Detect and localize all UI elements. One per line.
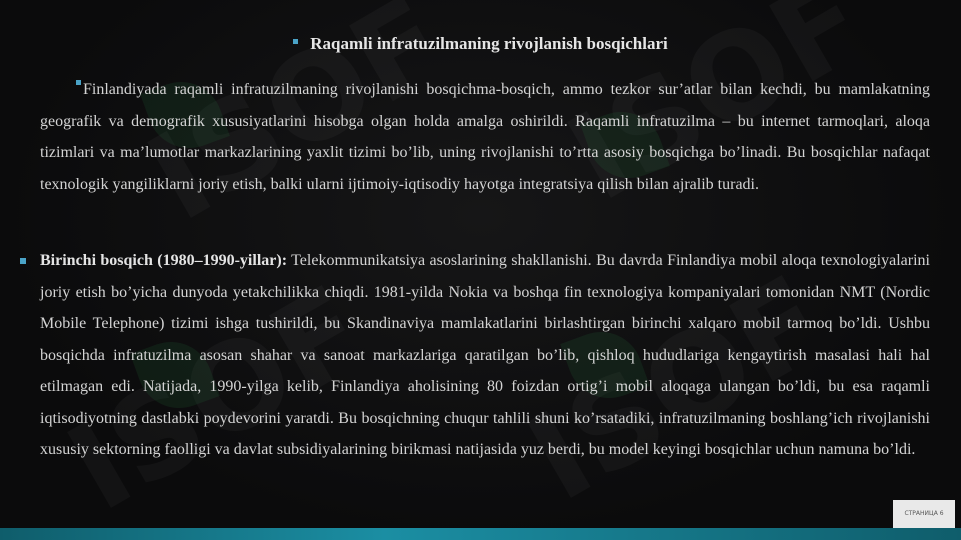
intro-paragraph [40, 74, 930, 200]
stage1-bullet-icon [20, 258, 26, 264]
stage1-text: Telekommunikatsiya asoslarining shakllanishi. Bu davrda Finlandiya mobil aloqa texnologiyalarini joriy etish bo’yicha dunyoda yetakchilikka chiqdi. 1981-yilda Nokia va boshqa fin texnologiya kompaniyalari tomonidan NMT (Nordic Mobile Telephone) tizimi ishga tushirildi, bu Skandinaviya mamlakatlarini birlashtirgan birinchi xalqaro mobil tarmoq bo’ldi. Ushbu bosqichda infratuzilma asosan shahar va sanoat markazlariga qaratilgan bo’lib, qishloq hududlariga kengaytirish masalasi hali hal etilmagan edi. Natijada, 1990-yilga kelib, Finlandiya aholisining 80 foizdan ortig’i mobil aloqaga ulangan bo’ldi, bu esa raqamli iqtisodiyotning dastlabki poydevorini yaratdi. Bu bosqichning chuqur tahlili shuni ko’rsatadiki, infratuzilmaning boshlang’ich rivojlanishi xususiy sektorning faolligi va davlat subsidiyalarining birikmasi natijasida yuz berdi, bu model keyingi bosqichlar uchun namuna bo’ldi. [40, 252, 930, 458]
stage1-paragraph [40, 245, 930, 466]
footer-bar [0, 528, 961, 540]
intro-text: Finlandiyada raqamli infratuzilmaning rivojlanishi bosqichma-bosqich, ammo tezkor sur’atlar bilan kechdi, bu mamlakatning geografik va demografik xususiyatlarini hisobga olgan holda amalga oshirildi. Raqamli infratuzilma – bu internet tarmoqlari, aloqa tizimlari va ma’lumotlar markazlarining yaxlit tizimi bo’lib, uning rivojlanishi to’rtta asosiy bosqichga bo’linadi. Bu bosqichlar nafaqat texnologik yangiliklarni joriy etish, balki ularni ijtimoiy-iqtisodiy hayotga integratsiya qilish bilan ajralib turadi. [40, 81, 930, 193]
title-bullet-icon [293, 39, 298, 44]
slide-title: Raqamli infratuzilmaning rivojlanish bosqichlari [310, 34, 668, 53]
page-number: СТРАНИЦА 6 [904, 510, 944, 517]
stage1-heading: Birinchi bosqich (1980–1990-yillar): [40, 252, 288, 269]
slide-title-row [0, 34, 961, 54]
intro-bullet-icon [76, 80, 81, 85]
page-number-box [893, 500, 955, 528]
